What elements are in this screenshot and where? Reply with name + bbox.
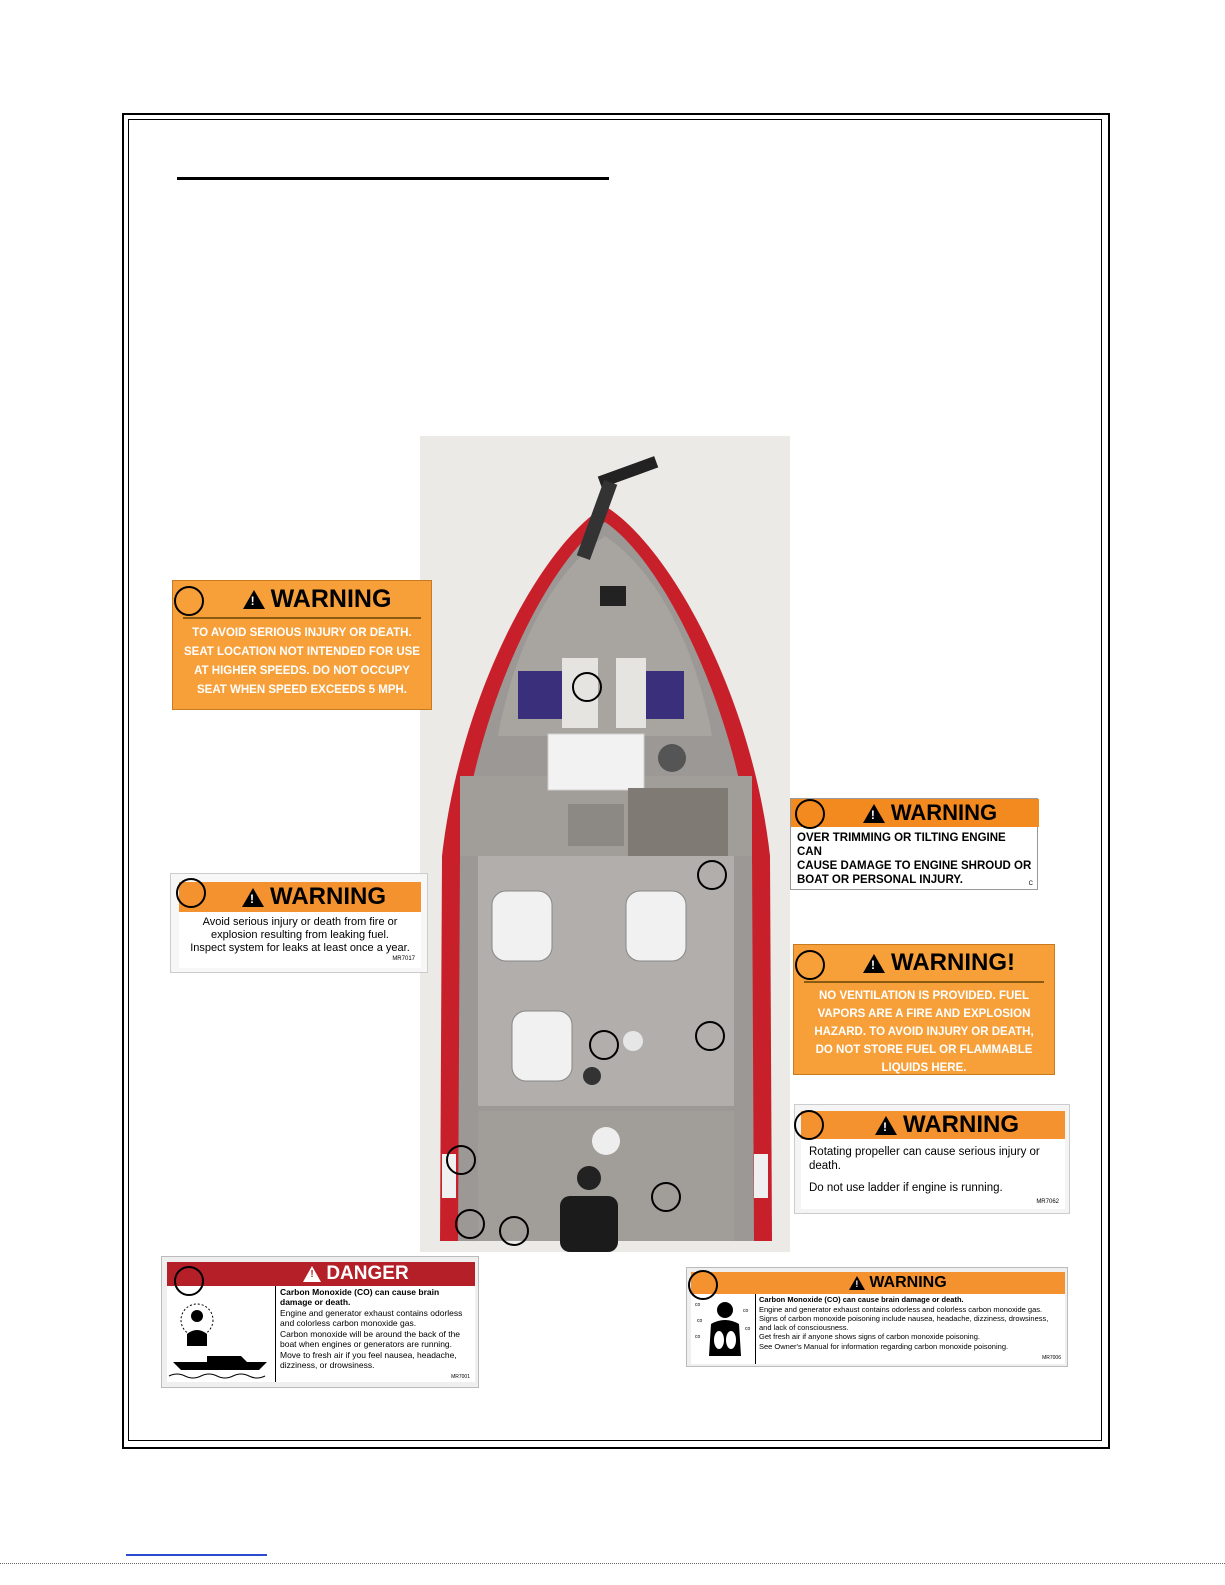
- label-heading: WARNING: [890, 800, 998, 825]
- marker-circle: [174, 1266, 204, 1296]
- svg-text:co: co: [697, 1318, 703, 1324]
- svg-text:co: co: [695, 1302, 701, 1308]
- label-line: Engine and generator exhaust contains odorless and colorless carbon monoxide gas.: [759, 1304, 1043, 1314]
- marker-circle: [589, 1030, 619, 1060]
- marker-circle: [795, 950, 825, 980]
- label-line: Carbon Monoxide (CO) can cause brain damage or death.: [759, 1295, 964, 1304]
- marker-circle: [455, 1209, 485, 1239]
- marker-circle: [176, 878, 206, 908]
- svg-text:co: co: [695, 1334, 701, 1340]
- footer-link-underline[interactable]: [126, 1554, 267, 1556]
- propeller-warning-label: [794, 1104, 1070, 1214]
- warning-triangle-icon: [849, 1276, 865, 1290]
- label-line: CAUSE DAMAGE TO ENGINE SHROUD OR: [797, 860, 1032, 872]
- label-line: Avoid serious injury or death from fire or: [202, 916, 398, 928]
- label-line: BOAT OR PERSONAL INJURY.: [797, 874, 963, 886]
- carbon-monoxide-warning-label: [686, 1267, 1068, 1367]
- warning-triangle-icon: [243, 590, 265, 609]
- label-line: AT HIGHER SPEEDS. DO NOT OCCUPY: [194, 665, 410, 677]
- label-line: Engine and generator exhaust contains odorless and colorless carbon monoxide gas.: [280, 1308, 463, 1328]
- over-trim-warning-label: [790, 798, 1038, 890]
- label-line: Rotating propeller can cause serious injury or death.: [809, 1146, 1040, 1172]
- label-heading: WARNING: [270, 584, 392, 613]
- marker-circle: [174, 586, 204, 616]
- seat-warning-label: [172, 580, 432, 710]
- carbon-monoxide-danger-label: [161, 1256, 479, 1388]
- label-line: HAZARD. TO AVOID INJURY OR DEATH,: [814, 1026, 1034, 1038]
- label-line: LIQUIDS HERE.: [881, 1062, 967, 1074]
- label-line: Carbon Monoxide (CO) can cause brain damage or death.: [280, 1287, 440, 1307]
- label-line: DO NOT STORE FUEL OR FLAMMABLE: [815, 1044, 1033, 1056]
- label-line: SEAT WHEN SPEED EXCEEDS 5 MPH.: [196, 684, 408, 696]
- label-line: Carbon monoxide will be around the back of the boat when engines or generators are running.: [280, 1329, 461, 1349]
- warning-triangle-icon: [863, 954, 885, 973]
- label-line: Move to fresh air if you feel nausea, headache, dizziness, or drowsiness.: [280, 1350, 457, 1370]
- label-line: Get fresh air if anyone shows signs of carbon monoxide poisoning.: [759, 1332, 980, 1341]
- boat-exhaust-pictogram: [167, 1286, 276, 1382]
- label-line: Inspect system for leaks at least once a year.: [190, 942, 410, 954]
- warning-triangle-icon: [863, 804, 885, 823]
- label-line: TO AVOID SERIOUS INJURY OR DEATH.: [192, 627, 412, 639]
- marker-circle: [695, 1021, 725, 1051]
- label-line: SEAT LOCATION NOT INTENDED FOR USE: [184, 646, 420, 658]
- marker-circle: [795, 799, 825, 829]
- marker-circle: [651, 1182, 681, 1212]
- label-heading: DANGER: [326, 1263, 409, 1284]
- label-code: MR7001: [451, 1374, 470, 1380]
- label-line: See Owner's Manual for information regarding carbon monoxide poisoning.: [759, 1341, 1009, 1351]
- label-line: VAPORS ARE A FIRE AND EXPLOSION: [817, 1008, 1031, 1020]
- warning-triangle-icon: [875, 1116, 897, 1135]
- label-line: OVER TRIMMING OR TILTING ENGINE CAN: [797, 832, 1006, 858]
- marker-circle: [499, 1216, 529, 1246]
- danger-triangle-icon: [303, 1266, 321, 1282]
- label-line: Do not use ladder if engine is running.: [809, 1182, 1003, 1194]
- warning-triangle-icon: [242, 888, 264, 907]
- boat-photo: [420, 436, 790, 1252]
- label-code: MR7017: [392, 956, 415, 962]
- title-underline: [177, 177, 609, 180]
- label-code: MR7062: [1036, 1199, 1059, 1205]
- label-heading: WARNING: [869, 1274, 947, 1291]
- page-separator: [0, 1563, 1225, 1564]
- label-line: NO VENTILATION IS PROVIDED. FUEL: [819, 990, 1029, 1002]
- label-heading: WARNING!: [891, 949, 1015, 976]
- label-line: explosion resulting from leaking fuel.: [211, 929, 389, 941]
- ventilation-warning-label: [793, 944, 1055, 1075]
- label-code: C: [1028, 881, 1033, 887]
- label-heading: WARNING: [903, 1111, 1019, 1138]
- person-breathing-pictogram: [691, 1294, 756, 1364]
- svg-text:co: co: [745, 1326, 751, 1332]
- svg-text:co: co: [743, 1308, 749, 1314]
- label-heading: WARNING: [270, 883, 386, 910]
- label-code: MR7006: [1042, 1355, 1061, 1361]
- fuel-leak-warning-label: [170, 873, 428, 973]
- marker-circle: [446, 1145, 476, 1175]
- marker-circle: [697, 860, 727, 890]
- marker-circle: [794, 1110, 824, 1140]
- label-line: Signs of carbon monoxide poisoning include nausea, headache, dizziness, drowsiness, and lack of consciousness.: [759, 1314, 1049, 1332]
- marker-circle: [688, 1270, 718, 1300]
- marker-circle: [572, 672, 602, 702]
